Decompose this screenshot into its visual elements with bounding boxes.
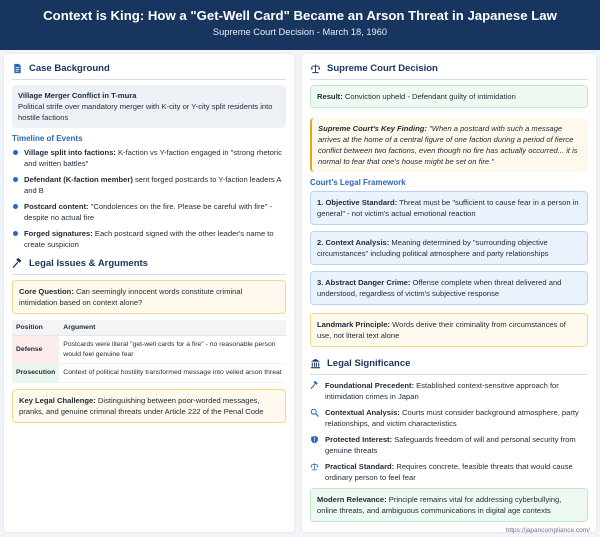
key-challenge-label: Key Legal Challenge: (19, 395, 96, 405)
significance-item (310, 407, 588, 429)
key-finding-box (310, 118, 588, 172)
significance-item-bold: Contextual Analysis: (325, 408, 400, 417)
institution-icon (310, 358, 321, 369)
result-text: Conviction upheld - Defendant guilty of intimidation (342, 92, 516, 101)
landmark-text: Words derive their criminality from circumstances of use, not literal text alone (317, 320, 566, 340)
timeline-item-text: K-faction vs Y-faction engaged in "strong rhetoric and written battles" (24, 148, 282, 168)
table-cell-position: Prosecution (12, 364, 59, 383)
significance-item (310, 434, 588, 456)
page-title: Context is King: How a "Get-Well Card" Became an Arson Threat in Japanese Law (43, 8, 557, 23)
framework-item-text: Offense complete when threat delivered and understood, regardless of victim's subjective response (317, 278, 562, 298)
core-question-box (12, 280, 286, 314)
timeline-item (12, 147, 286, 169)
significance-item-text: Safeguards freedom of will and personal security from genuine threats (325, 435, 576, 455)
significance-title: Legal Significance (327, 357, 411, 369)
modern-relevance-box (310, 488, 588, 522)
shield-icon (310, 435, 319, 444)
landmark-principle-box (310, 313, 588, 347)
significance-item-bold: Foundational Precedent: (325, 381, 415, 390)
framework-item (310, 231, 588, 265)
significance-item-text: Requires concrete, feasible threats that would cause ordinary person to feel fear (325, 462, 573, 482)
framework-item-bold: 2. Context Analysis: (317, 238, 390, 247)
divider (12, 79, 286, 80)
framework-item-bold: 1. Objective Standard: (317, 198, 398, 207)
key-finding-label: Supreme Court's Key Finding: (318, 124, 427, 133)
table-header-row (12, 320, 286, 336)
table-row (12, 364, 286, 383)
decision-title: Supreme Court Decision (327, 62, 438, 74)
bullet-dot-icon (13, 231, 18, 236)
key-challenge-box (12, 389, 286, 423)
timeline-item-text: "Condolences on the fire. Please be careful with fire" - despite no actual fire (24, 202, 273, 222)
timeline-item (12, 228, 286, 250)
timeline-item (12, 174, 286, 196)
timeline-item-text: Each postcard signed with the other leader's name to create suspicion (24, 229, 274, 249)
divider (310, 374, 588, 375)
modern-relevance-label: Modern Relevance: (317, 495, 387, 504)
framework-item (310, 191, 588, 225)
result-label: Result: (317, 92, 343, 101)
legal-issues-title: Legal Issues & Arguments (29, 257, 148, 269)
significance-item (310, 461, 588, 483)
landmark-label: Landmark Principle: (317, 320, 391, 329)
page-header (0, 0, 600, 50)
decision-heading (310, 60, 588, 76)
key-challenge-text: Distinguishing between poor-worded messages, pranks, and genuine criminal threats under Article 222 of the Penal Code (19, 395, 264, 416)
significance-item (310, 380, 588, 402)
significance-list (310, 380, 588, 483)
timeline-list (12, 147, 286, 250)
magnifier-icon (310, 408, 319, 417)
result-box (310, 85, 588, 108)
modern-relevance-text: Principle remains vital for addressing cyberbullying, online threats, and ambiguous communications in digital age contexts (317, 495, 562, 515)
merger-conflict-box (12, 85, 286, 128)
bullet-dot-icon (13, 150, 18, 155)
timeline-item (12, 201, 286, 223)
framework-item-bold: 3. Abstract Danger Crime: (317, 278, 411, 287)
significance-item-text: Established context-sensitive approach for intimidation crimes in Japan (325, 381, 559, 401)
footer-link[interactable]: https://japancompliance.com/ (505, 527, 590, 534)
key-finding-text: "When a postcard with such a message arrives at the home of a central figure of one faction during a period of fierce conflict between two factions, even though no fire has actually occurred... it is normal to fear that one's house might be set on fire." (318, 124, 578, 166)
table-cell-argument: Postcards were literal "get-well cards for a fire" - no reasonable person would feel genuine fear (59, 336, 286, 364)
core-question-label: Core Question: (19, 287, 74, 296)
timeline-title: Timeline of Events (12, 134, 83, 143)
table-header-position: Position (12, 320, 59, 336)
left-panel (4, 54, 294, 532)
gavel-icon (12, 258, 23, 269)
core-question-text: Can seemingly innocent words constitute criminal intimidation based on context alone? (19, 287, 243, 307)
significance-item-text: Courts must consider background atmosphere, party relationships, and victim characteristics (325, 408, 579, 428)
table-cell-argument: Context of political hostility transformed message into veiled arson threat (59, 364, 286, 383)
timeline-item-bold: Village split into factions: (24, 148, 116, 157)
framework-title: Court's Legal Framework (310, 178, 406, 187)
timeline-item-bold: Defendant (K-faction member) (24, 175, 133, 184)
table-header-argument: Argument (59, 320, 286, 336)
timeline-item-bold: Forged signatures: (24, 229, 93, 238)
framework-item-text: Meaning determined by "surrounding objective circumstances" including political atmosphere and party relationships (317, 238, 549, 258)
table-cell-position: Defense (12, 336, 59, 364)
merger-conflict-text: Political strife over mandatory merger with K-city or Y-city split residents into hostile factions (18, 102, 273, 122)
bullet-dot-icon (13, 177, 18, 182)
divider (310, 79, 588, 80)
scales-icon (310, 462, 319, 471)
significance-item-bold: Practical Standard: (325, 462, 395, 471)
framework-item (310, 271, 588, 305)
page-subtitle: Supreme Court Decision - March 18, 1960 (212, 27, 388, 37)
document-icon (12, 63, 23, 74)
timeline-item-text: sent forged postcards to Y-faction leaders A and B (24, 175, 282, 195)
case-background-title: Case Background (29, 62, 110, 74)
significance-item-bold: Protected Interest: (325, 435, 393, 444)
gavel-icon (310, 381, 319, 390)
arguments-table (12, 320, 286, 383)
table-row (12, 336, 286, 364)
timeline-item-bold: Postcard content: (24, 202, 89, 211)
divider (12, 274, 286, 275)
scales-icon (310, 63, 321, 74)
right-panel (302, 54, 596, 532)
merger-conflict-title: Village Merger Conflict in T-mura (18, 91, 137, 100)
significance-heading (310, 355, 588, 371)
bullet-dot-icon (13, 204, 18, 209)
framework-item-text: Threat must be "sufficient to cause fear in a person in general" - not victim's actual emotional reaction (317, 198, 579, 218)
case-background-heading (12, 60, 286, 76)
legal-issues-heading (12, 255, 286, 271)
